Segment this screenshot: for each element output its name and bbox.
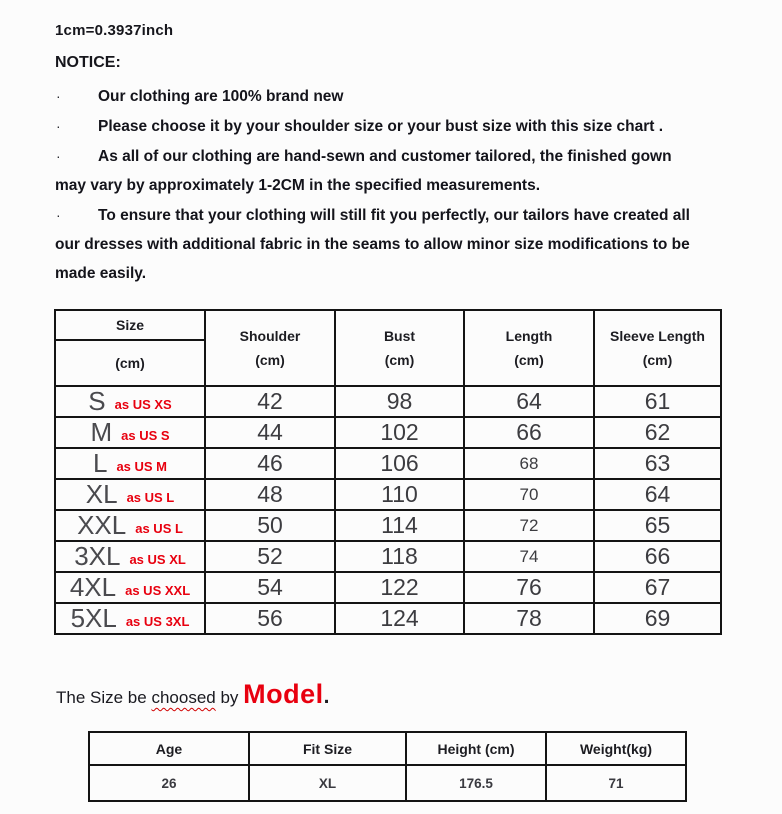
bust-value: 106 [335, 448, 464, 479]
us-size-label: as US L [135, 521, 183, 536]
notice-text: Our clothing are 100% brand new [98, 88, 344, 105]
notice-text: As all of our clothing are hand-sewn and customer tailored, the finished gown [98, 148, 672, 165]
length-value: 66 [464, 417, 594, 448]
column-unit: (cm) [255, 352, 285, 368]
size-header-label: Size [56, 311, 204, 341]
age-column-header: Age [89, 732, 249, 765]
size-row-3xl [55, 541, 721, 572]
us-size-label: as US XL [129, 552, 186, 567]
column-name: Sleeve Length [610, 328, 705, 344]
us-size-label: as US XXL [125, 583, 191, 598]
notice-text: made easily. [55, 265, 147, 282]
sentence-prefix: The Size be [56, 688, 152, 707]
size-cell [55, 572, 205, 603]
fit-size-column-header: Fit Size [249, 732, 406, 765]
shoulder-value: 56 [205, 603, 335, 634]
size-column-header [55, 310, 205, 386]
bust-value: 124 [335, 603, 464, 634]
size-cell [55, 386, 205, 417]
shoulder-value: 46 [205, 448, 335, 479]
size-cell [55, 479, 205, 510]
bust-value: 114 [335, 510, 464, 541]
shoulder-value: 42 [205, 386, 335, 417]
notice-item [55, 142, 732, 200]
model-info-header-row [89, 732, 686, 765]
shoulder-value: 44 [205, 417, 335, 448]
size-label: 5XL [70, 603, 117, 633]
bust-value: 118 [335, 541, 464, 572]
size-label: S [88, 386, 106, 416]
size-label: M [90, 417, 113, 447]
size-row-l [55, 448, 721, 479]
bullet-icon: · [56, 88, 61, 104]
size-label: 4XL [69, 572, 117, 602]
size-row-5xl [55, 603, 721, 634]
sleeve-length-value: 61 [594, 386, 721, 417]
bust-value: 98 [335, 386, 464, 417]
model-size-sentence [56, 679, 732, 710]
us-size-label: as US S [121, 428, 170, 443]
sentence-period: . [323, 685, 330, 708]
age-value: 26 [89, 765, 249, 801]
length-value: 76 [464, 572, 594, 603]
size-row-xl [55, 479, 721, 510]
bullet-icon: · [56, 118, 61, 134]
misspelled-word: choosed [151, 688, 216, 707]
model-info-table [88, 731, 687, 802]
size-cell [55, 603, 205, 634]
bust-value: 110 [335, 479, 464, 510]
size-label: XXL [77, 510, 127, 540]
sleeve-length-value: 62 [594, 417, 721, 448]
sleeve-length-value: 66 [594, 541, 721, 572]
column-name: Bust [383, 328, 416, 344]
shoulder-value: 48 [205, 479, 335, 510]
notice-text: our dresses with additional fabric in the seams to allow minor size modifications to be [55, 236, 690, 253]
sleeve-length-value: 63 [594, 448, 721, 479]
notice-list [55, 82, 732, 288]
column-unit: (cm) [384, 352, 415, 368]
length-column-header [464, 310, 594, 386]
column-unit: (cm) [642, 352, 673, 368]
size-chart-table [54, 309, 722, 635]
us-size-label: as US 3XL [125, 614, 190, 629]
notice-text: Please choose it by your shoulder size or your bust size with this size chart . [98, 118, 664, 135]
bullet-icon: · [56, 148, 61, 164]
bust-value: 122 [335, 572, 464, 603]
size-cell [55, 417, 205, 448]
height-column-header: Height (cm) [406, 732, 546, 765]
sentence-middle: by [215, 688, 244, 707]
column-name: Shoulder [239, 328, 301, 344]
column-name: Length [505, 328, 553, 344]
length-value: 72 [464, 510, 594, 541]
us-size-label: as US XS [114, 397, 172, 412]
length-value: 78 [464, 603, 594, 634]
size-chart-header-row [55, 310, 721, 386]
sleeve-length-value: 64 [594, 479, 721, 510]
size-cell [55, 448, 205, 479]
height-value: 176.5 [406, 765, 546, 801]
size-label: 3XL [74, 541, 121, 571]
bust-value: 102 [335, 417, 464, 448]
notice-text: To ensure that your clothing will still fit you perfectly, our tailors have created all [98, 207, 690, 224]
sleeve-length-value: 69 [594, 603, 721, 634]
notice-item [55, 112, 732, 141]
shoulder-value: 52 [205, 541, 335, 572]
notice-item [55, 201, 732, 288]
length-value: 70 [464, 479, 594, 510]
weight-column-header: Weight(kg) [546, 732, 686, 765]
model-highlight: Model [243, 679, 324, 709]
weight-value: 71 [546, 765, 686, 801]
notice-item [55, 82, 732, 111]
length-value: 68 [464, 448, 594, 479]
length-value: 74 [464, 541, 594, 572]
sleeve-length-value: 65 [594, 510, 721, 541]
size-row-m [55, 417, 721, 448]
sleeve-length-column-header [594, 310, 721, 386]
size-row-xxl [55, 510, 721, 541]
size-header-unit: (cm) [115, 355, 145, 371]
bullet-icon: · [56, 207, 61, 223]
column-unit: (cm) [514, 352, 544, 368]
shoulder-value: 54 [205, 572, 335, 603]
sleeve-length-value: 67 [594, 572, 721, 603]
size-cell [55, 541, 205, 572]
model-info-value-row [89, 765, 686, 801]
shoulder-value: 50 [205, 510, 335, 541]
shoulder-column-header [205, 310, 335, 386]
size-row-4xl [55, 572, 721, 603]
fit-size-value: XL [249, 765, 406, 801]
size-label: L [92, 448, 108, 478]
length-value: 64 [464, 386, 594, 417]
size-row-s [55, 386, 721, 417]
size-cell [55, 510, 205, 541]
notice-text: may vary by approximately 1-2CM in the specified measurements. [55, 177, 540, 194]
us-size-label: as US L [126, 490, 175, 505]
us-size-label: as US M [116, 459, 168, 474]
notice-heading: NOTICE: [55, 54, 121, 71]
size-label: XL [85, 479, 118, 509]
bust-column-header [335, 310, 464, 386]
unit-conversion-note: 1cm=0.3937inch [55, 22, 174, 39]
